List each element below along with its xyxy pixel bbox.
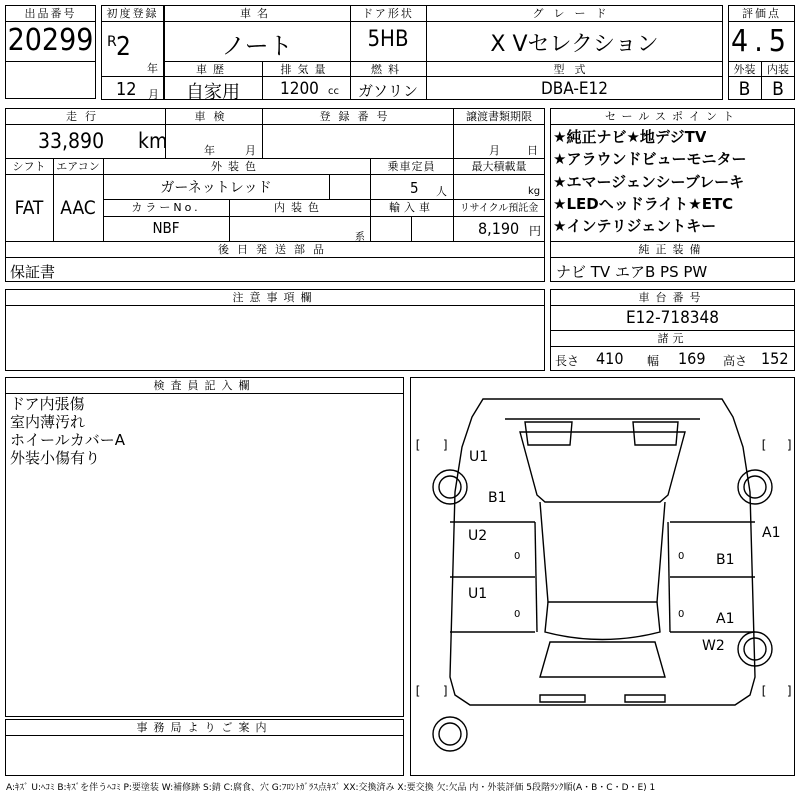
seats-unit: 人 (436, 185, 447, 198)
max-load-unit: kg (528, 186, 541, 197)
sales-point-3: ★エマージェンシーブレーキ (553, 173, 745, 191)
transfer-month-unit: 月 (489, 144, 500, 157)
remark-2: 室内薄汚れ (10, 413, 86, 431)
sales-point-2: ★アラウンドビューモニター (553, 150, 747, 168)
svg-text:]: ] (786, 684, 794, 698)
sales-point-4: ★LEDヘッドライト★ETC (553, 195, 734, 213)
remark-4: 外装小傷有り (10, 449, 101, 467)
shift-label: シフト (12, 160, 46, 173)
office-label: 事務局よりご案内 (136, 721, 273, 734)
equipment-value: ナビ TV エアB PS PW (556, 263, 708, 281)
car-diagram (410, 377, 795, 776)
mark-b1-left: B1 (488, 490, 507, 506)
displacement-label: 排気量 (280, 63, 332, 76)
zero-left-1: 0 (514, 551, 521, 562)
dims-label: 諸元 (657, 332, 688, 345)
score-label: 評価点 (742, 7, 781, 20)
seats-value: 5 (410, 179, 419, 197)
max-load-label: 最大積載量 (471, 160, 527, 173)
aircon-value: AAC (60, 197, 96, 219)
mark-u1-left: U1 (468, 586, 488, 602)
notes-label: 注意事項欄 (232, 291, 318, 304)
mark-a1-right-top: A1 (762, 525, 781, 541)
inspector-label: 検査員記入欄 (153, 379, 256, 392)
transfer-label: 譲渡書類期限 (466, 110, 532, 123)
shift-value: FAT (14, 197, 44, 219)
fuel-value: ガソリン (357, 82, 418, 100)
height-label: 高さ (723, 354, 748, 368)
first-reg-label: 初度登録 (106, 7, 159, 20)
sales-points-label: セールスポイント (604, 110, 740, 123)
fuel-label: 燃料 (371, 63, 405, 76)
int-color-suffix: 系 (355, 232, 365, 243)
exterior-grade: B (738, 78, 751, 100)
history-value: 自家用 (186, 82, 240, 103)
remark-1: ドア内張傷 (10, 395, 85, 413)
sales-point-1: ★純正ナビ★地デジTV (553, 128, 707, 146)
car-name-label: 車名 (240, 7, 274, 20)
month-unit: 月 (148, 88, 159, 101)
year-unit: 年 (147, 62, 158, 75)
recycle-value: 8,190 (478, 219, 520, 238)
mileage-value: 33,890 (38, 129, 105, 153)
mark-u1-front: U1 (469, 449, 489, 465)
chassis-value: E12-718348 (625, 308, 719, 328)
zero-right-1: 0 (678, 551, 685, 562)
legend-text: A:ｷｽﾞ U:ﾍｺﾐ B:ｷｽﾞを伴うﾍｺﾐ P:要塗装 W:補修跡 S:錆 C:腐食、穴 G:ﾌﾛﾝﾄｶﾞﾗｽ点ｷｽﾞ XX:交換済み X:要交換 欠:欠品 内・外装評価 5段階ﾗﾝｸ順(A・B・C・D・E) 1 (6, 783, 656, 793)
era-year: 2 (116, 32, 131, 62)
chassis-label: 車台番号 (638, 291, 707, 304)
reg-month: 12 (116, 79, 137, 100)
later-parts-label: 後日発送部品 (218, 243, 332, 256)
length-value: 410 (596, 349, 624, 368)
zero-right-2: 0 (678, 609, 685, 620)
car-name: ノート (221, 32, 293, 60)
equipment-label: 純正装備 (638, 243, 707, 256)
mark-u2-left: U2 (468, 528, 488, 544)
mark-a1-right: A1 (716, 611, 735, 627)
exterior-grade-label: 外装 (733, 63, 756, 76)
recycle-label: リサイクル預託金 (459, 203, 539, 214)
grade-value: X Vセレクション (490, 32, 659, 57)
inspection-month-unit: 月 (245, 144, 256, 157)
mark-w2-right: W2 (702, 638, 725, 654)
later-parts-value: 保証書 (10, 263, 56, 281)
width-label: 幅 (647, 354, 660, 368)
length-label: 長さ (555, 354, 580, 368)
import-label: 輸入車 (389, 201, 434, 214)
svg-text:]: ] (442, 684, 450, 698)
svg-text:[: [ (414, 438, 422, 452)
seats-label: 乗車定員 (387, 160, 436, 173)
sales-point-5: ★インテリジェントキー (553, 217, 717, 235)
ext-color-label: 外装色 (211, 160, 262, 173)
era-letter: R (107, 34, 117, 50)
displacement-value: 1200 (280, 79, 319, 99)
aircon-label: エアコン (56, 160, 100, 173)
door-label: ドア形状 (362, 7, 414, 20)
svg-text:]: ] (442, 438, 450, 452)
door-value: 5HB (367, 27, 409, 52)
recycle-unit: 円 (529, 224, 542, 238)
remark-3: ホイールカバーA (10, 431, 125, 449)
grade-label: グレード (532, 7, 617, 20)
score-value: 4.5 (731, 24, 792, 59)
inspection-label: 車検 (194, 110, 233, 123)
svg-text:[: [ (760, 684, 768, 698)
lot-number: 20299 (7, 23, 94, 58)
transfer-day-unit: 日 (527, 144, 538, 157)
int-color-label: 内装色 (274, 201, 325, 214)
mileage-label: 走行 (66, 110, 104, 123)
svg-text:]: ] (786, 438, 794, 452)
width-value: 169 (678, 349, 706, 368)
plate-label: 登録番号 (319, 110, 396, 123)
interior-grade: B (772, 78, 784, 100)
history-label: 車歴 (196, 63, 230, 76)
mark-b1-right: B1 (716, 552, 735, 568)
color-no-label: カラーNo. (131, 201, 201, 214)
svg-text:[: [ (414, 684, 422, 698)
ext-color-value: ガーネットレッド (160, 180, 272, 196)
mileage-unit: km (138, 129, 168, 153)
inspection-year-unit: 年 (204, 144, 215, 157)
svg-text:[: [ (760, 438, 768, 452)
model-code-value: DBA-E12 (541, 79, 608, 99)
interior-grade-label: 内装 (767, 63, 789, 76)
color-no-value: NBF (152, 219, 180, 237)
zero-left-2: 0 (514, 609, 521, 620)
model-code-label: 型式 (553, 63, 596, 76)
height-value: 152 (761, 349, 789, 368)
lot-label: 出品番号 (24, 7, 77, 20)
displacement-unit: cc (328, 86, 339, 97)
